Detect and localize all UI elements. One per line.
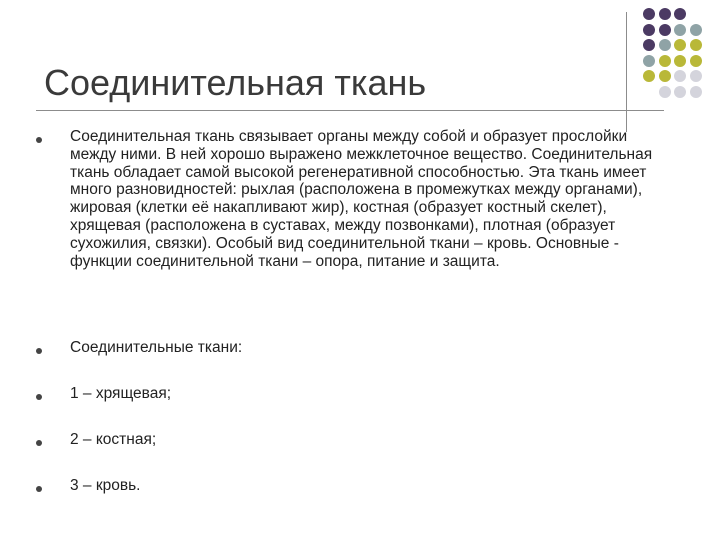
decorative-dot <box>643 39 655 51</box>
decorative-dot <box>643 8 655 20</box>
decorative-dot <box>690 24 702 36</box>
decorative-dot <box>674 86 686 98</box>
decorative-dot <box>674 8 686 20</box>
decorative-dot <box>659 86 671 98</box>
decorative-dot <box>643 70 655 82</box>
decorative-dot <box>643 55 655 67</box>
bullet-text: Соединительные ткани: <box>70 339 243 356</box>
bullet-dot <box>36 137 42 143</box>
decorative-dot <box>659 39 671 51</box>
bullet-dot <box>36 394 42 400</box>
bullet-text: 3 – кровь. <box>70 477 141 494</box>
decorative-dot <box>674 24 686 36</box>
decorative-dot <box>659 8 671 20</box>
decorative-dot <box>674 70 686 82</box>
bullet-dot <box>36 486 42 492</box>
vertical-divider <box>626 12 627 132</box>
decorative-dot <box>659 55 671 67</box>
decorative-dot <box>690 86 702 98</box>
bullet-text: 1 – хрящевая; <box>70 385 172 402</box>
decorative-dot <box>674 39 686 51</box>
decorative-dot <box>690 39 702 51</box>
decorative-dot-grid <box>643 8 720 108</box>
decorative-dot <box>690 55 702 67</box>
decorative-dot <box>643 24 655 36</box>
title-underline <box>36 110 664 111</box>
decorative-dot <box>659 24 671 36</box>
decorative-dot <box>674 55 686 67</box>
bullet-text: Соединительная ткань связывает органы между собой и образует прослойки между ними. В ней хорошо выражено межклеточное вещество. Соединительная ткань обладает самой высокой регенеративной способностью. Эта ткань имеет много разновидностей: рыхлая (расположена в промежутках между органами), жировая (клетки её накапливают жир), костная (образует костный скелет), хрящевая (расположена в суставах, между позвонками), плотная (образует сухожилия, связки). Особый вид соединительной ткани – кровь. Основные - функции соединительной ткани – опора, питание и защита. <box>70 128 653 270</box>
bullet-text: 2 – костная; <box>70 431 157 448</box>
bullet-dot <box>36 440 42 446</box>
bullet-dot <box>36 348 42 354</box>
decorative-dot <box>690 70 702 82</box>
slide-title: Соединительная ткань <box>44 62 427 103</box>
decorative-dot <box>659 70 671 82</box>
